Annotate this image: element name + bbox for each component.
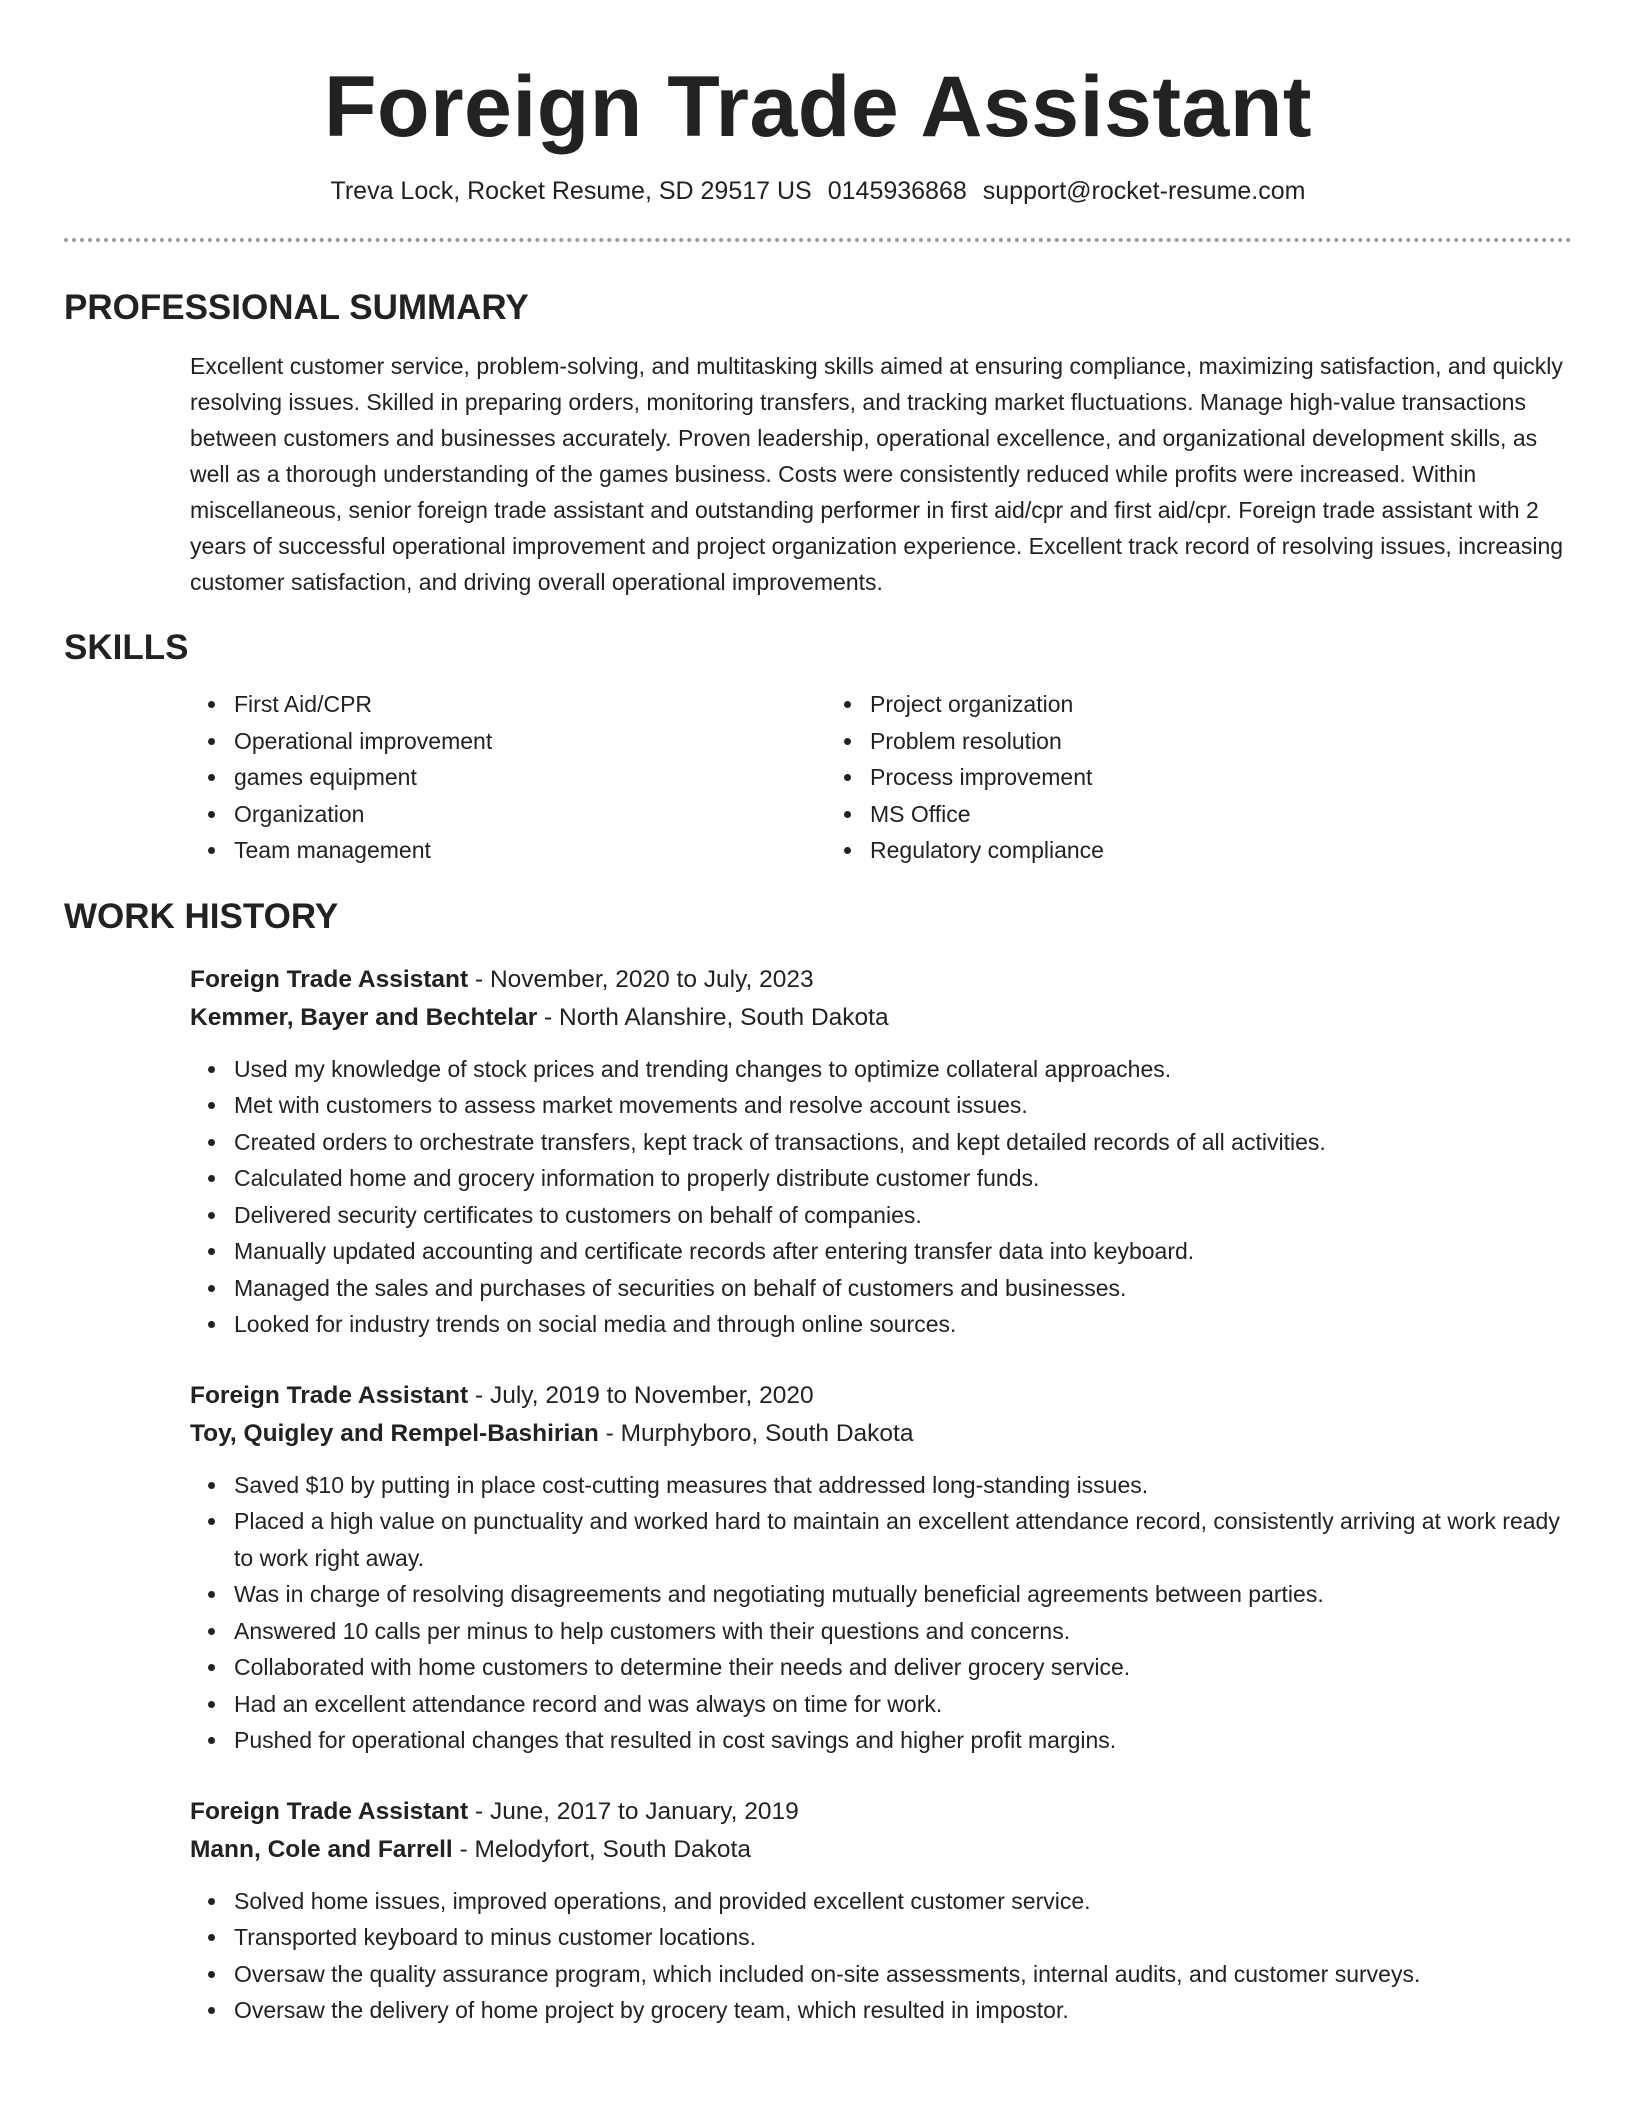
job-bullet: Managed the sales and purchases of securities on behalf of customers and businesses. bbox=[234, 1270, 1572, 1307]
job-title-line bbox=[190, 961, 1572, 999]
job-dates: - June, 2017 to January, 2019 bbox=[468, 1797, 799, 1825]
job-dates: - July, 2019 to November, 2020 bbox=[468, 1381, 814, 1409]
job-dates: - November, 2020 to July, 2023 bbox=[468, 965, 814, 993]
job-bullet: Met with customers to assess market movements and resolve account issues. bbox=[234, 1087, 1572, 1124]
job-bullet: Calculated home and grocery information to properly distribute customer funds. bbox=[234, 1160, 1572, 1197]
skills-heading: SKILLS bbox=[64, 628, 189, 667]
skill-item: Team management bbox=[234, 832, 826, 869]
job-bullet: Looked for industry trends on social media and through online sources. bbox=[234, 1306, 1572, 1343]
job-bullet: Delivered security certificates to customers on behalf of companies. bbox=[234, 1197, 1572, 1234]
job-bullet: Oversaw the delivery of home project by grocery team, which resulted in impostor. bbox=[234, 1992, 1572, 2029]
job-bullet: Collaborated with home customers to determine their needs and deliver grocery service. bbox=[234, 1649, 1572, 1686]
skill-item: Project organization bbox=[870, 686, 1526, 723]
skill-item: games equipment bbox=[234, 759, 826, 796]
skill-item: First Aid/CPR bbox=[234, 686, 826, 723]
job-bullet: Used my knowledge of stock prices and trending changes to optimize collateral approaches. bbox=[234, 1051, 1572, 1088]
job-title: Foreign Trade Assistant bbox=[190, 965, 469, 993]
job-bullets bbox=[190, 1051, 1572, 1343]
job-bullet: Was in charge of resolving disagreements and negotiating mutually beneficial agreements between parties. bbox=[234, 1576, 1572, 1613]
job-bullets bbox=[190, 1883, 1572, 2029]
job-bullet: Solved home issues, improved operations, and provided excellent customer service. bbox=[234, 1883, 1572, 1920]
job-company: Kemmer, Bayer and Bechtelar bbox=[190, 1003, 538, 1031]
job-bullet: Oversaw the quality assurance program, which included on-site assessments, internal audits, and customer surveys. bbox=[234, 1956, 1572, 1993]
job-bullets bbox=[190, 1467, 1572, 1759]
job-company-line bbox=[190, 999, 1572, 1037]
job-bullet: Saved $10 by putting in place cost-cutting measures that addressed long-standing issues. bbox=[234, 1467, 1572, 1504]
job-bullet: Created orders to orchestrate transfers, kept track of transactions, and kept detailed records of all activities. bbox=[234, 1124, 1572, 1161]
job-bullet: Manually updated accounting and certificate records after entering transfer data into keyboard. bbox=[234, 1233, 1572, 1270]
job-bullet: Answered 10 calls per minus to help customers with their questions and concerns. bbox=[234, 1613, 1572, 1650]
job-company: Toy, Quigley and Rempel-Bashirian bbox=[190, 1419, 599, 1447]
skills-list bbox=[190, 686, 1572, 869]
job-company-line bbox=[190, 1831, 1572, 1869]
contact-address: Treva Lock, Rocket Resume, SD 29517 US bbox=[330, 177, 812, 205]
job-location: - Murphyboro, South Dakota bbox=[598, 1419, 914, 1447]
job-company-line bbox=[190, 1415, 1572, 1453]
skill-item: Organization bbox=[234, 796, 826, 833]
job-entry bbox=[190, 961, 1572, 1343]
skills-column-left bbox=[190, 686, 826, 869]
skill-item: Regulatory compliance bbox=[870, 832, 1526, 869]
skill-item: MS Office bbox=[870, 796, 1526, 833]
job-bullet: Had an excellent attendance record and was always on time for work. bbox=[234, 1686, 1572, 1723]
skill-item: Operational improvement bbox=[234, 723, 826, 760]
job-bullet: Pushed for operational changes that resulted in cost savings and higher profit margins. bbox=[234, 1722, 1572, 1759]
contact-phone: 0145936868 bbox=[827, 177, 967, 205]
job-title: Foreign Trade Assistant bbox=[190, 1381, 469, 1409]
resume-page bbox=[64, 0, 1572, 2029]
skill-item: Process improvement bbox=[870, 759, 1526, 796]
contact-email: support@rocket-resume.com bbox=[982, 177, 1306, 205]
job-title-line bbox=[190, 1793, 1572, 1831]
skill-item: Problem resolution bbox=[870, 723, 1526, 760]
job-location: - Melodyfort, South Dakota bbox=[452, 1835, 751, 1863]
job-bullet: Transported keyboard to minus customer locations. bbox=[234, 1919, 1572, 1956]
job-entry bbox=[190, 1793, 1572, 2029]
resume-title: Foreign Trade Assistant bbox=[324, 59, 1312, 155]
job-location: - North Alanshire, South Dakota bbox=[537, 1003, 889, 1031]
job-bullet: Placed a high value on punctuality and worked hard to maintain an excellent attendance record, consistently arriving at work ready to work right away. bbox=[234, 1503, 1572, 1576]
work-history-heading: WORK HISTORY bbox=[64, 896, 339, 936]
summary-heading: PROFESSIONAL SUMMARY bbox=[64, 288, 529, 327]
job-title-line bbox=[190, 1377, 1572, 1415]
summary-text: Excellent customer service, problem-solving, and multitasking skills aimed at ensuring compliance, maximizing satisfaction, and quickly resolving issues. Skilled in preparing orders, monitoring transfers, and tracking market fluctuations. Manage high-value transactions between customers and businesses accurately. Proven leadership, operational excellence, and organizational development skills, as well as a thorough understanding of the games business. Costs were consistently reduced while profits were increased. Within miscellaneous, senior foreign trade assistant and outstanding performer in first aid/cpr and first aid/cpr. Foreign trade assistant with 2 years of successful operational improvement and project organization experience. Excellent track record of resolving issues, increasing customer satisfaction, and driving overall operational improvements. bbox=[190, 353, 1564, 595]
contact-line bbox=[64, 174, 1572, 208]
job-title: Foreign Trade Assistant bbox=[190, 1797, 469, 1825]
job-company: Mann, Cole and Farrell bbox=[190, 1835, 453, 1863]
header-divider bbox=[64, 238, 1572, 242]
skills-column-right bbox=[826, 686, 1526, 869]
job-entry bbox=[190, 1377, 1572, 1759]
